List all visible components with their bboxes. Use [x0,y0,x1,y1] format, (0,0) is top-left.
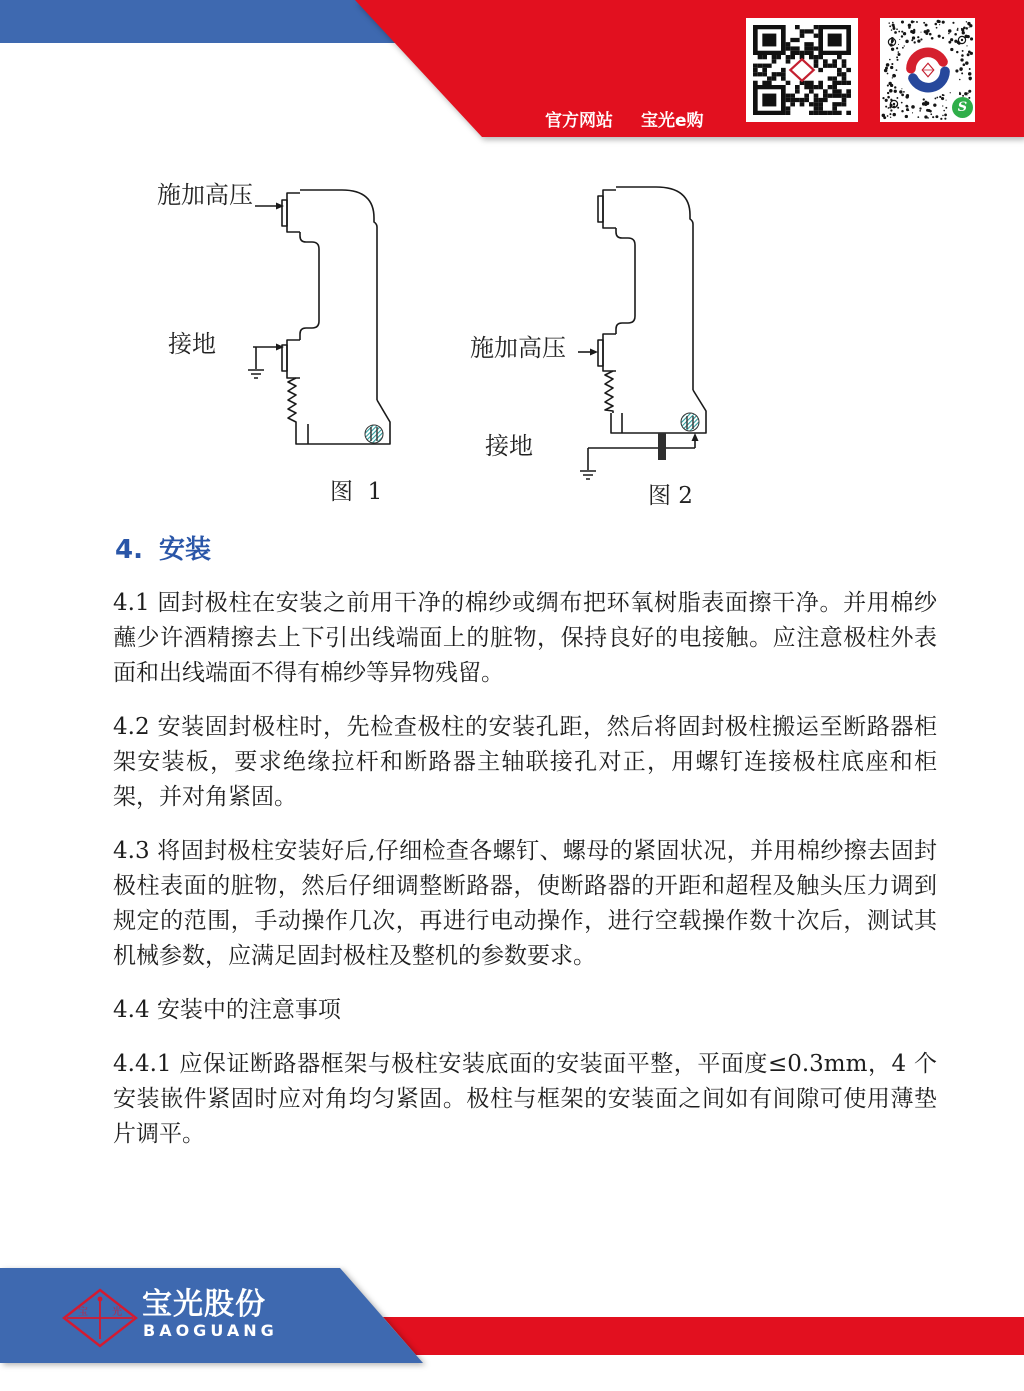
qr-pattern [753,25,851,115]
header-red-band [0,0,1024,137]
section-heading [115,529,937,566]
footer-company-name-cn: 宝光股份 [142,1287,266,1322]
baoguang-circle-logo-icon [901,43,955,97]
paragraph-4-4: 4.4 安装中的注意事项 [113,997,341,1023]
official-website-qr-code [746,18,858,122]
section-title: 安装 [158,535,211,565]
paragraph-4-4-1: 4.4.1 应保证断路器框架与极柱安装底面的安装面平整，平面度≤0.3mm，4 个安装嵌件紧固时应对角均匀紧固。极柱与框架的安装面之间如有间隙可使用薄垫片调平。 [113,1051,937,1147]
nav-official-website: 官方网站 [545,111,613,131]
figure1-caption: 图 1 [330,479,383,505]
insert-section-hatch [681,413,699,431]
figure2-ground-label: 接地 [485,432,533,460]
wechat-channels-icon: S [952,97,973,118]
header-nav [545,106,704,131]
pole-diagram-figure-2 [575,182,715,485]
figure1-ground-label: 接地 [168,330,216,358]
svg-text:光: 光 [112,1307,122,1318]
header-red-band-wrap [0,0,1024,137]
wechat-shop-qr-code [880,18,975,122]
section-number: 4. [115,535,143,565]
paragraph-4-1: 4.1 固封极柱在安装之前用干净的棉纱或绸布把环氧树脂表面擦干净。并用棉纱蘸少许酒精擦去上下引出线端面上的脏物，保持良好的电接触。应注意极柱外表面和出线端面不得有棉纱等异物残留。 [113,590,937,686]
paragraph-4-2: 4.2 安装固封极柱时，先检查极柱的安装孔距，然后将固封极柱搬运至断路器柜架安装板，要求绝缘拉杆和断路器主轴联接孔对正，用螺钉连接极柱底座和柜架，并对角紧固。 [113,714,937,810]
bottom-pin [658,433,666,460]
section-installation [113,529,937,1171]
ground-arrowhead [692,433,699,441]
figure1-hv-label: 施加高压 [157,181,253,209]
svg-text:宝: 宝 [78,1307,88,1318]
nav-baoguang-shop: 宝光e购 [641,111,704,131]
figure2-caption: 图 2 [648,483,693,509]
paragraph-4-3: 4.3 将固封极柱安装好后,仔细检查各螺钉、螺母的紧固状况，并用棉纱擦去固封极柱表面的脏物，然后仔细调整断路器，使断路器的开距和超程及触头压力调到规定的范围，手动操作几次，再进行电动操作，进行空载操作数十次后，测试其机械参数，应满足固封极柱及整机的参数要求。 [113,838,937,969]
footer-company-name-en: BAOGUANG [143,1321,278,1340]
insert-section-hatch [365,425,383,443]
figure2-hv-label: 施加高压 [470,334,566,362]
hv-arrowhead [590,349,598,356]
baoguang-diamond-logo-icon [62,1288,138,1348]
pole-diagram-figure-1 [240,180,400,472]
